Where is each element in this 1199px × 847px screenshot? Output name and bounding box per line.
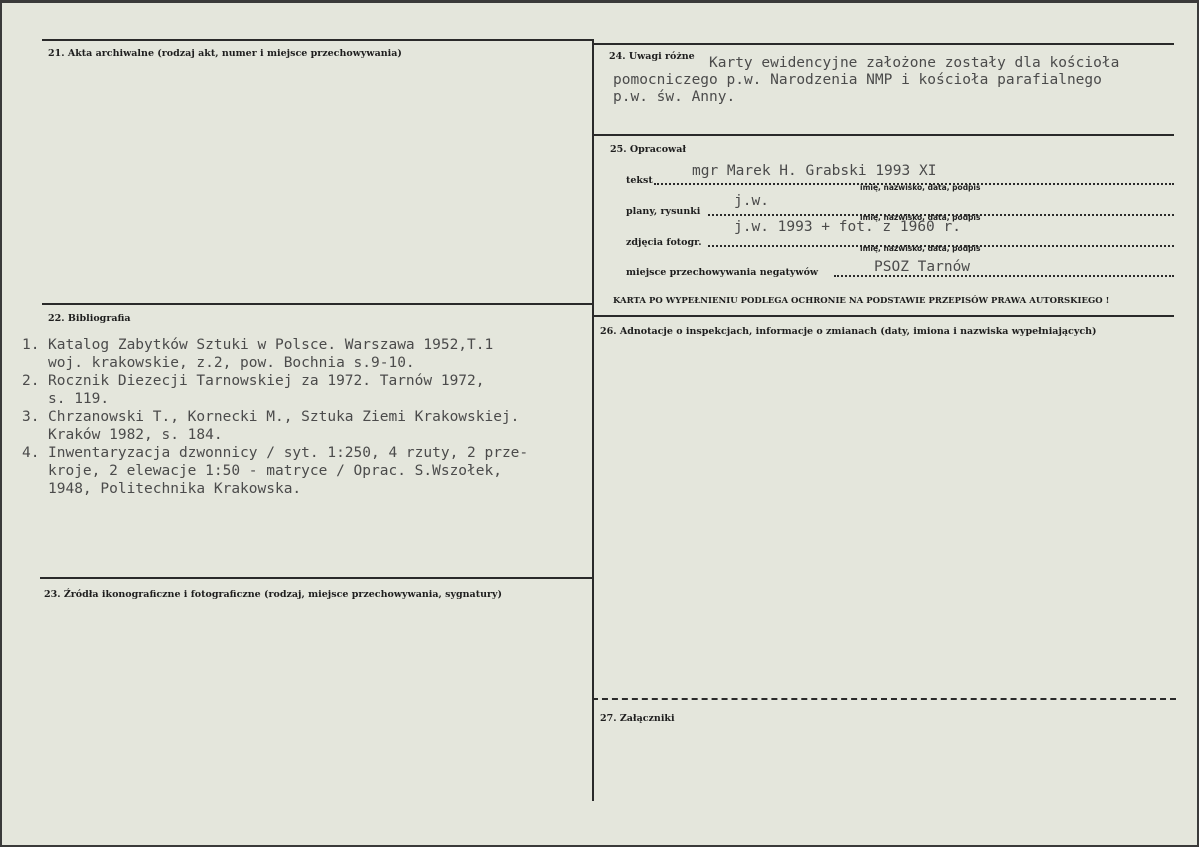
tekst-hint: imię, nazwisko, data, podpis xyxy=(860,183,981,192)
bibliography-item-line: woj. krakowskie, z.2, pow. Bochnia s.9-10. xyxy=(48,355,415,371)
bibliography-item-number: 1. xyxy=(22,337,40,353)
copyright-notice: KARTA PO WYPEŁNIENIU PODLEGA OCHRONIE NA PODSTAWIE PRZEPISÓW PRAWA AUTORSKIEGO ! xyxy=(613,296,1110,306)
bibliography-item xyxy=(22,372,528,408)
bibliography-list xyxy=(22,336,528,498)
bibliography-item xyxy=(22,336,528,372)
s22-label: 22. Bibliografia xyxy=(48,313,131,324)
bibliography-item-line: Inwentaryzacja dzwonnicy / syt. 1:250, 4 rzuty, 2 prze- xyxy=(48,445,529,461)
zdjecia-value: j.w. 1993 + fot. z 1960 r. xyxy=(734,219,961,235)
bibliography-item-line: 1948, Politechnika Krakowska. xyxy=(48,481,302,497)
divider-s24-s25 xyxy=(594,134,1174,136)
divider-s26-s27 xyxy=(592,698,1176,700)
negatywy-dotted-line xyxy=(834,275,1174,277)
bibliography-item-line: Katalog Zabytków Sztuki w Polsce. Warszawa 1952,T.1 xyxy=(48,337,494,353)
tekst-value: mgr Marek H. Grabski 1993 XI xyxy=(692,163,937,179)
negatywy-value: PSOZ Tarnów xyxy=(874,259,971,275)
bibliography-item-number: 4. xyxy=(22,445,40,461)
s24-line-3: p.w. św. Anny. xyxy=(613,89,736,105)
negatywy-label: miejsce przechowywania negatywów xyxy=(626,267,819,278)
s26-label: 26. Adnotacje o inspekcjach, informacje o zmianach (daty, imiona i nazwiska wypełniających) xyxy=(600,326,1097,337)
bibliography-item xyxy=(22,444,528,498)
s24-line-2: pomocniczego p.w. Narodzenia NMP i kościoła parafialnego xyxy=(613,72,1102,88)
tekst-label: tekst xyxy=(626,175,653,186)
s21-label: 21. Akta archiwalne (rodzaj akt, numer i miejsce przechowywania) xyxy=(48,48,402,59)
divider-top-left xyxy=(42,39,594,41)
plany-hint: imię, nazwisko, data, podpis xyxy=(860,213,981,222)
zdjecia-label: zdjęcia fotogr. xyxy=(626,237,702,248)
bibliography-item xyxy=(22,408,528,444)
bibliography-item-line: Kraków 1982, s. 184. xyxy=(48,427,223,443)
bibliography-item-line: Chrzanowski T., Kornecki M., Sztuka Ziemi Krakowskiej. xyxy=(48,409,520,425)
plany-value: j.w. xyxy=(734,193,769,209)
zdjecia-hint: imię, nazwisko, data, podpis xyxy=(860,244,981,253)
divider-s21-s22 xyxy=(42,303,594,305)
divider-vertical xyxy=(592,39,594,801)
plany-label: plany, rysunki xyxy=(626,206,701,217)
bibliography-item-number: 3. xyxy=(22,409,40,425)
bibliography-item-line: kroje, 2 elewacje 1:50 - matryce / Oprac. S.Wszołek, xyxy=(48,463,502,479)
s25-label: 25. Opracował xyxy=(610,144,687,155)
divider-top-right xyxy=(594,43,1174,45)
bibliography-item-line: Rocznik Diezecji Tarnowskiej za 1972. Tarnów 1972, xyxy=(48,373,485,389)
divider-s22-s23 xyxy=(40,577,592,579)
bibliography-item-number: 2. xyxy=(22,373,40,389)
s27-label: 27. Załączniki xyxy=(600,713,675,724)
s23-label: 23. Źródła ikonograficzne i fotograficzne (rodzaj, miejsce przechowywania, sygnatury) xyxy=(44,589,503,600)
s24-label: 24. Uwagi różne xyxy=(609,51,695,62)
divider-s25-s26 xyxy=(594,315,1174,317)
bibliography-item-line: s. 119. xyxy=(48,391,110,407)
s24-line-1: Karty ewidencyjne założone zostały dla kościoła xyxy=(709,55,1120,71)
